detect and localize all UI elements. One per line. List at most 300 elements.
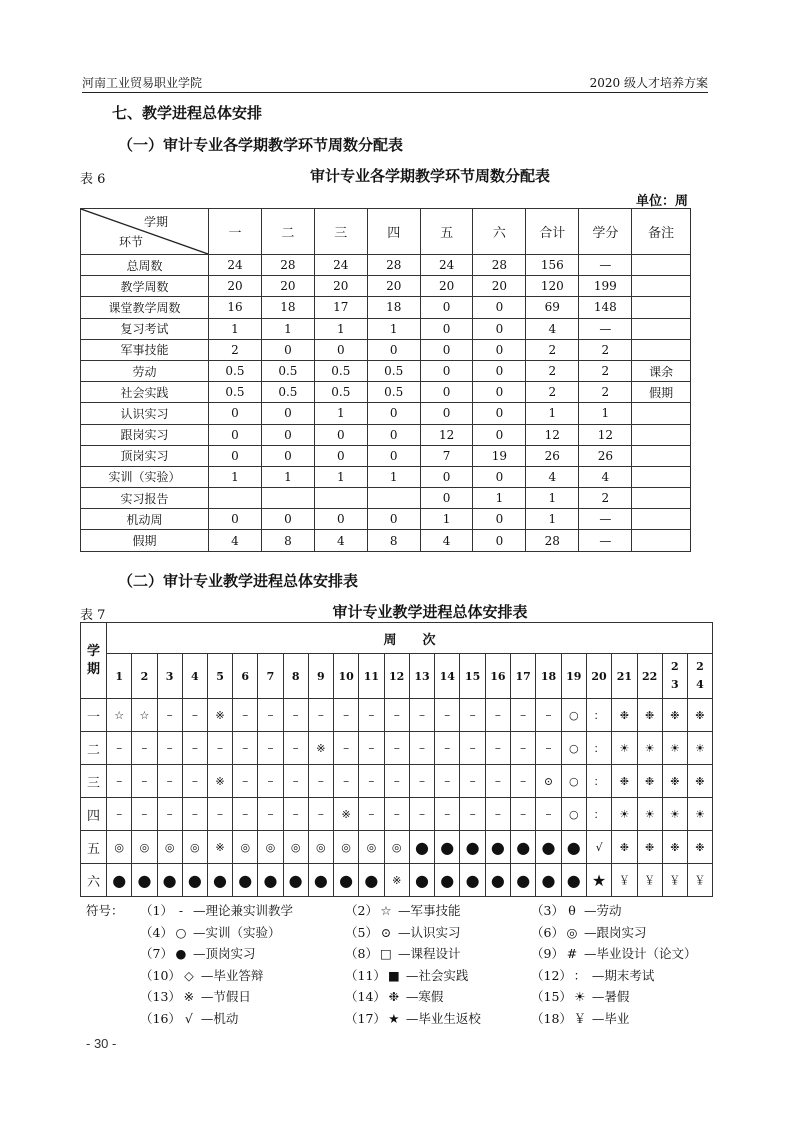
schedule-cell: ◎ bbox=[132, 831, 157, 864]
table6-cell: 0.5 bbox=[209, 360, 262, 381]
table6-cell: 4 bbox=[526, 466, 579, 487]
schedule-cell: ○ bbox=[561, 699, 586, 732]
legend-meaning: —劳动 bbox=[583, 903, 622, 918]
week-number: 3 bbox=[157, 654, 182, 699]
table6-cell: 2 bbox=[526, 382, 579, 403]
table6-cell: 0 bbox=[420, 318, 473, 339]
legend-item bbox=[531, 900, 621, 922]
table6-cell bbox=[632, 403, 691, 424]
table6-cell: 0.5 bbox=[367, 360, 420, 381]
schedule-cell: ❉ bbox=[687, 699, 712, 732]
table6-cell: 8 bbox=[367, 530, 420, 551]
schedule-cell: – bbox=[359, 699, 384, 732]
schedule-cell: ☆ bbox=[107, 699, 132, 732]
table6-cell: 0 bbox=[314, 424, 367, 445]
legend-number: （8） bbox=[345, 946, 378, 961]
semester-row bbox=[81, 699, 713, 732]
legend-number: （7） bbox=[140, 946, 173, 961]
schedule-cell: – bbox=[157, 798, 182, 831]
schedule-cell: ● bbox=[359, 864, 384, 897]
table6-cell: 0 bbox=[261, 403, 314, 424]
schedule-cell: – bbox=[107, 765, 132, 798]
legend-item bbox=[531, 1008, 629, 1030]
legend-number: （10） bbox=[140, 967, 181, 983]
table6-cell: 20 bbox=[261, 276, 314, 297]
table6-label: 表 6 bbox=[80, 172, 106, 187]
schedule-cell: ◎ bbox=[233, 831, 258, 864]
schedule-cell: ※ bbox=[384, 864, 409, 897]
schedule-cell: – bbox=[511, 798, 536, 831]
legend-number: （5） bbox=[345, 924, 378, 940]
table7-week-row bbox=[81, 654, 713, 699]
semester-row bbox=[81, 732, 713, 765]
table6-row-label: 跟岗实习 bbox=[81, 424, 209, 445]
table6-cell: 0.5 bbox=[261, 360, 314, 381]
table6-cell: 2 bbox=[579, 360, 632, 381]
schedule-cell: – bbox=[435, 798, 460, 831]
table6-cell bbox=[632, 339, 691, 360]
table6-cell: 4 bbox=[420, 530, 473, 551]
legend-number: （14） bbox=[345, 989, 386, 1004]
schedule-cell: – bbox=[283, 732, 308, 765]
schedule-cell: ○ bbox=[561, 765, 586, 798]
table6-cell: 0 bbox=[367, 403, 420, 424]
table6-row bbox=[81, 509, 691, 530]
table6-cell: 20 bbox=[209, 276, 262, 297]
schedule-cell: √ bbox=[586, 831, 611, 864]
schedule-cell: ￥ bbox=[637, 864, 662, 897]
table6-row-label: 课堂教学周数 bbox=[81, 297, 209, 318]
table6-row bbox=[81, 360, 691, 381]
table6-cell bbox=[632, 530, 691, 551]
schedule-cell: ☆ bbox=[132, 699, 157, 732]
table6-cell: 0 bbox=[261, 509, 314, 530]
schedule-cell: – bbox=[283, 798, 308, 831]
table6-cell: 1 bbox=[314, 466, 367, 487]
table6-row bbox=[81, 530, 691, 551]
subsection-title-2: （二）审计专业教学进程总体安排表 bbox=[118, 572, 359, 590]
schedule-cell: ❉ bbox=[662, 831, 687, 864]
teaching-schedule-table bbox=[80, 622, 713, 897]
legend-symbol-icon: ￥ bbox=[573, 1010, 587, 1026]
legend-symbol-icon: ❉ bbox=[388, 989, 400, 1004]
table6-cell: 8 bbox=[261, 530, 314, 551]
table6-title: 审计专业各学期教学环节周数分配表 bbox=[309, 167, 550, 185]
week-number: 10 bbox=[333, 654, 358, 699]
table6-cell: 0 bbox=[420, 360, 473, 381]
table6-cell: 4 bbox=[579, 466, 632, 487]
week-number: 14 bbox=[435, 654, 460, 699]
schedule-cell: ○ bbox=[561, 798, 586, 831]
table6-corner-cell bbox=[81, 209, 209, 255]
table6-row bbox=[81, 297, 691, 318]
schedule-cell: – bbox=[536, 732, 561, 765]
table6-row-label: 总周数 bbox=[81, 255, 209, 276]
schedule-cell: ❉ bbox=[637, 831, 662, 864]
legend-item bbox=[140, 1008, 238, 1030]
legend-symbol-icon: ● bbox=[175, 946, 187, 961]
schedule-cell: ● bbox=[107, 864, 132, 897]
schedule-cell: – bbox=[283, 699, 308, 732]
table6-cell: 0 bbox=[473, 403, 526, 424]
table6-row-label: 假期 bbox=[81, 530, 209, 551]
table6-cell: 0 bbox=[261, 339, 314, 360]
table6-cell: 1 bbox=[526, 488, 579, 509]
schedule-cell: – bbox=[359, 798, 384, 831]
table6-cell: 课余 bbox=[632, 360, 691, 381]
table6-cell bbox=[261, 488, 314, 509]
week-number: 2 bbox=[132, 654, 157, 699]
page-number: - 30 - bbox=[86, 1036, 117, 1051]
table6-cell: 0 bbox=[420, 488, 473, 509]
table6-cell: 2 bbox=[579, 339, 632, 360]
table6-cell: 0 bbox=[473, 530, 526, 551]
schedule-cell: ● bbox=[511, 831, 536, 864]
legend-symbol-icon: # bbox=[566, 946, 578, 961]
schedule-cell: – bbox=[359, 732, 384, 765]
schedule-cell: – bbox=[409, 798, 434, 831]
schedule-cell: ◎ bbox=[182, 831, 207, 864]
schedule-cell: ☀ bbox=[687, 732, 712, 765]
table6-column-header: 备注 bbox=[632, 209, 691, 255]
legend-meaning: —机动 bbox=[200, 1010, 239, 1026]
corner-semester-label: 学期 bbox=[143, 215, 168, 229]
schedule-cell: ： bbox=[586, 765, 611, 798]
schedule-cell: ⊙ bbox=[536, 765, 561, 798]
schedule-cell: ● bbox=[536, 864, 561, 897]
schedule-cell: – bbox=[107, 732, 132, 765]
schedule-cell: ● bbox=[536, 831, 561, 864]
semester-label: 五 bbox=[81, 831, 107, 864]
legend-symbol-icon: ： bbox=[573, 967, 587, 983]
table6-cell: 0 bbox=[420, 403, 473, 424]
schedule-cell: ● bbox=[561, 864, 586, 897]
schedule-cell: ❉ bbox=[687, 765, 712, 798]
corner-segment-label: 环节 bbox=[119, 235, 144, 249]
schedule-cell: – bbox=[460, 765, 485, 798]
legend-item bbox=[345, 965, 468, 987]
semester-label: 二 bbox=[81, 732, 107, 765]
schedule-cell: ☀ bbox=[612, 732, 637, 765]
legend-symbol-icon: ■ bbox=[388, 967, 400, 983]
schedule-cell: ☀ bbox=[662, 798, 687, 831]
table6-cell: 24 bbox=[209, 255, 262, 276]
week-number-header: 周 次 bbox=[107, 623, 713, 654]
schedule-cell: ❉ bbox=[612, 699, 637, 732]
table6-cell: 148 bbox=[579, 297, 632, 318]
table6-row bbox=[81, 445, 691, 466]
semester-row bbox=[81, 831, 713, 864]
schedule-cell: ☀ bbox=[612, 798, 637, 831]
schedule-cell: ● bbox=[157, 864, 182, 897]
table6-cell: 1 bbox=[526, 403, 579, 424]
week-number: 17 bbox=[511, 654, 536, 699]
table6-cell bbox=[367, 488, 420, 509]
legend-number: （16） bbox=[140, 1010, 181, 1026]
week-number-text: 24 bbox=[696, 660, 704, 691]
semester-row bbox=[81, 864, 713, 897]
schedule-cell: – bbox=[258, 798, 283, 831]
legend-number: （15） bbox=[531, 989, 572, 1004]
schedule-cell: – bbox=[460, 732, 485, 765]
table6-cell: 0 bbox=[367, 339, 420, 360]
table6-row bbox=[81, 466, 691, 487]
semester-header-text: 学期 bbox=[87, 643, 101, 677]
table6-row bbox=[81, 488, 691, 509]
schedule-cell: – bbox=[207, 732, 232, 765]
schedule-cell: ○ bbox=[561, 732, 586, 765]
table6-row-label: 实习报告 bbox=[81, 488, 209, 509]
table6-cell: 1 bbox=[420, 509, 473, 530]
table6-cell: 0 bbox=[473, 297, 526, 318]
legend-item bbox=[345, 1008, 481, 1030]
schedule-cell: – bbox=[258, 699, 283, 732]
table6-cell: 0 bbox=[420, 339, 473, 360]
schedule-cell: ※ bbox=[207, 765, 232, 798]
week-number: 18 bbox=[536, 654, 561, 699]
schedule-cell: – bbox=[182, 699, 207, 732]
header-program: 2020 级人才培养方案 bbox=[589, 76, 708, 90]
table6-cell: 2 bbox=[579, 382, 632, 403]
table6-row-label: 复习考试 bbox=[81, 318, 209, 339]
table6-cell: 0 bbox=[314, 339, 367, 360]
week-number: 7 bbox=[258, 654, 283, 699]
table6-cell: 0 bbox=[473, 382, 526, 403]
schedule-cell: ◎ bbox=[308, 831, 333, 864]
legend-number: （11） bbox=[345, 967, 386, 983]
table6-cell: 0 bbox=[209, 403, 262, 424]
table6-cell: 0.5 bbox=[314, 360, 367, 381]
legend-symbol-icon: ※ bbox=[183, 989, 195, 1004]
schedule-cell: ☀ bbox=[637, 732, 662, 765]
week-number: 21 bbox=[612, 654, 637, 699]
schedule-cell: ❉ bbox=[662, 765, 687, 798]
legend-meaning: —社会实践 bbox=[405, 967, 469, 983]
schedule-cell: – bbox=[536, 699, 561, 732]
table6-cell: 4 bbox=[314, 530, 367, 551]
legend-symbol-icon: ☆ bbox=[380, 903, 392, 918]
week-number: 22 bbox=[637, 654, 662, 699]
table6-cell: 26 bbox=[526, 445, 579, 466]
schedule-cell: – bbox=[485, 765, 510, 798]
table6-cell: 0.5 bbox=[209, 382, 262, 403]
table6-cell: 12 bbox=[526, 424, 579, 445]
schedule-cell: ☀ bbox=[662, 732, 687, 765]
table6-cell: 12 bbox=[420, 424, 473, 445]
schedule-cell: – bbox=[384, 699, 409, 732]
schedule-cell: ❉ bbox=[637, 699, 662, 732]
table6-cell: 0 bbox=[420, 382, 473, 403]
legend-label: 符号： bbox=[86, 903, 124, 918]
table6-cell: 12 bbox=[579, 424, 632, 445]
table7-title: 审计专业教学进程总体安排表 bbox=[332, 603, 528, 621]
schedule-cell: ● bbox=[182, 864, 207, 897]
schedule-cell: ◎ bbox=[384, 831, 409, 864]
legend-number: （2） bbox=[345, 903, 378, 918]
table6-row-label: 机动周 bbox=[81, 509, 209, 530]
week-number bbox=[687, 654, 712, 699]
table6-cell: 1 bbox=[209, 318, 262, 339]
legend-meaning: —课程设计 bbox=[397, 946, 461, 961]
schedule-cell: – bbox=[511, 699, 536, 732]
legend-item bbox=[345, 986, 443, 1008]
table6-row bbox=[81, 403, 691, 424]
table6-column-header: 一 bbox=[209, 209, 262, 255]
schedule-cell: ◎ bbox=[258, 831, 283, 864]
schedule-cell: – bbox=[384, 798, 409, 831]
week-number: 1 bbox=[107, 654, 132, 699]
table6-cell: 4 bbox=[526, 318, 579, 339]
legend-item bbox=[140, 900, 293, 922]
week-number: 19 bbox=[561, 654, 586, 699]
legend-number: （4） bbox=[140, 924, 173, 940]
table6-row-label: 教学周数 bbox=[81, 276, 209, 297]
table6-cell: 69 bbox=[526, 297, 579, 318]
schedule-cell: ● bbox=[435, 831, 460, 864]
legend-symbol-icon: ◎ bbox=[566, 924, 578, 940]
legend-meaning: —毕业 bbox=[591, 1010, 630, 1026]
table7-header-row bbox=[81, 623, 713, 654]
table6-cell: 24 bbox=[420, 255, 473, 276]
table6-cell: 20 bbox=[367, 276, 420, 297]
legend-meaning: —毕业答辩 bbox=[200, 967, 264, 983]
legend-meaning: —顶岗实习 bbox=[192, 946, 256, 961]
table6-cell bbox=[632, 445, 691, 466]
table6-cell: 0 bbox=[367, 424, 420, 445]
legend-number: （1） bbox=[140, 903, 173, 918]
schedule-cell: – bbox=[384, 765, 409, 798]
schedule-cell: ： bbox=[586, 798, 611, 831]
semester-label: 一 bbox=[81, 699, 107, 732]
table6-cell bbox=[632, 466, 691, 487]
legend-item bbox=[345, 943, 460, 965]
table6-cell: 假期 bbox=[632, 382, 691, 403]
schedule-cell: ● bbox=[561, 831, 586, 864]
table6-cell bbox=[632, 276, 691, 297]
week-number: 6 bbox=[233, 654, 258, 699]
table6-cell: 24 bbox=[314, 255, 367, 276]
legend-symbol-icon: ◇ bbox=[184, 967, 194, 983]
legend-meaning: —毕业生返校 bbox=[405, 1010, 481, 1026]
schedule-cell: ● bbox=[283, 864, 308, 897]
schedule-cell: – bbox=[207, 798, 232, 831]
schedule-cell: – bbox=[409, 699, 434, 732]
table6-cell bbox=[632, 255, 691, 276]
semester-row bbox=[81, 798, 713, 831]
schedule-cell: – bbox=[132, 798, 157, 831]
table6-cell: 17 bbox=[314, 297, 367, 318]
legend-meaning: —毕业设计（论文） bbox=[583, 946, 697, 961]
legend-item bbox=[531, 943, 696, 965]
legend-number: （18） bbox=[531, 1010, 572, 1026]
header-institution: 河南工业贸易职业学院 bbox=[82, 76, 203, 90]
table6-cell: 0 bbox=[420, 466, 473, 487]
table6-column-header: 合计 bbox=[526, 209, 579, 255]
schedule-cell: – bbox=[333, 732, 358, 765]
schedule-cell: ◎ bbox=[333, 831, 358, 864]
table6-row-label: 认识实习 bbox=[81, 403, 209, 424]
schedule-cell: – bbox=[132, 765, 157, 798]
table6-row-label: 实训（实验） bbox=[81, 466, 209, 487]
table6-row-label: 顶岗实习 bbox=[81, 445, 209, 466]
table6-cell: 28 bbox=[367, 255, 420, 276]
schedule-cell: – bbox=[283, 765, 308, 798]
schedule-cell: – bbox=[157, 732, 182, 765]
legend-item bbox=[140, 943, 255, 965]
table6-cell: 1 bbox=[473, 488, 526, 509]
schedule-cell: ❉ bbox=[612, 765, 637, 798]
semester-label: 六 bbox=[81, 864, 107, 897]
legend-symbol-icon: - bbox=[178, 903, 184, 918]
schedule-cell: ◎ bbox=[107, 831, 132, 864]
header-divider bbox=[82, 92, 708, 93]
schedule-cell: – bbox=[511, 732, 536, 765]
table6-cell: 18 bbox=[367, 297, 420, 318]
legend-meaning: —寒假 bbox=[405, 989, 444, 1004]
schedule-cell: – bbox=[258, 732, 283, 765]
table6-cell: 0 bbox=[367, 445, 420, 466]
legend-number: （17） bbox=[345, 1010, 386, 1026]
schedule-cell: ： bbox=[586, 732, 611, 765]
schedule-cell: ❉ bbox=[612, 831, 637, 864]
legend-number: （3） bbox=[531, 903, 564, 918]
schedule-cell: ● bbox=[132, 864, 157, 897]
table6-cell: 28 bbox=[473, 255, 526, 276]
schedule-cell: – bbox=[182, 765, 207, 798]
table6-cell: 2 bbox=[526, 360, 579, 381]
schedule-cell: – bbox=[409, 765, 434, 798]
schedule-cell: – bbox=[157, 765, 182, 798]
schedule-cell: ◎ bbox=[283, 831, 308, 864]
table6-cell: 0 bbox=[473, 339, 526, 360]
table6-cell: 120 bbox=[526, 276, 579, 297]
table6-row bbox=[81, 339, 691, 360]
schedule-cell: ※ bbox=[207, 831, 232, 864]
section-title: 七、教学进程总体安排 bbox=[112, 104, 263, 122]
schedule-cell: – bbox=[485, 798, 510, 831]
legend-symbol-icon: □ bbox=[380, 946, 392, 961]
table6-cell: 2 bbox=[579, 488, 632, 509]
week-number bbox=[662, 654, 687, 699]
table6-row bbox=[81, 424, 691, 445]
table6-cell: 1 bbox=[579, 403, 632, 424]
schedule-cell: ￥ bbox=[687, 864, 712, 897]
legend-item bbox=[531, 965, 654, 987]
schedule-cell: ☀ bbox=[687, 798, 712, 831]
legend-meaning: —认识实习 bbox=[397, 924, 461, 940]
week-number: 20 bbox=[586, 654, 611, 699]
schedule-cell: ￥ bbox=[612, 864, 637, 897]
schedule-cell: – bbox=[435, 765, 460, 798]
legend-item bbox=[531, 922, 646, 944]
schedule-cell: – bbox=[536, 798, 561, 831]
semester-label: 三 bbox=[81, 765, 107, 798]
table6-cell bbox=[209, 488, 262, 509]
schedule-cell: – bbox=[182, 798, 207, 831]
table6-cell: 28 bbox=[526, 530, 579, 551]
legend-symbol-icon: ⊙ bbox=[380, 924, 392, 940]
table6-cell: 1 bbox=[261, 466, 314, 487]
schedule-cell: – bbox=[233, 732, 258, 765]
table6-cell: 0.5 bbox=[367, 382, 420, 403]
schedule-cell: ● bbox=[409, 864, 434, 897]
table6-column-header: 六 bbox=[473, 209, 526, 255]
schedule-cell: – bbox=[308, 798, 333, 831]
table6-cell: 28 bbox=[261, 255, 314, 276]
schedule-cell: ： bbox=[586, 699, 611, 732]
table6-row bbox=[81, 382, 691, 403]
table6-cell: 0 bbox=[261, 424, 314, 445]
